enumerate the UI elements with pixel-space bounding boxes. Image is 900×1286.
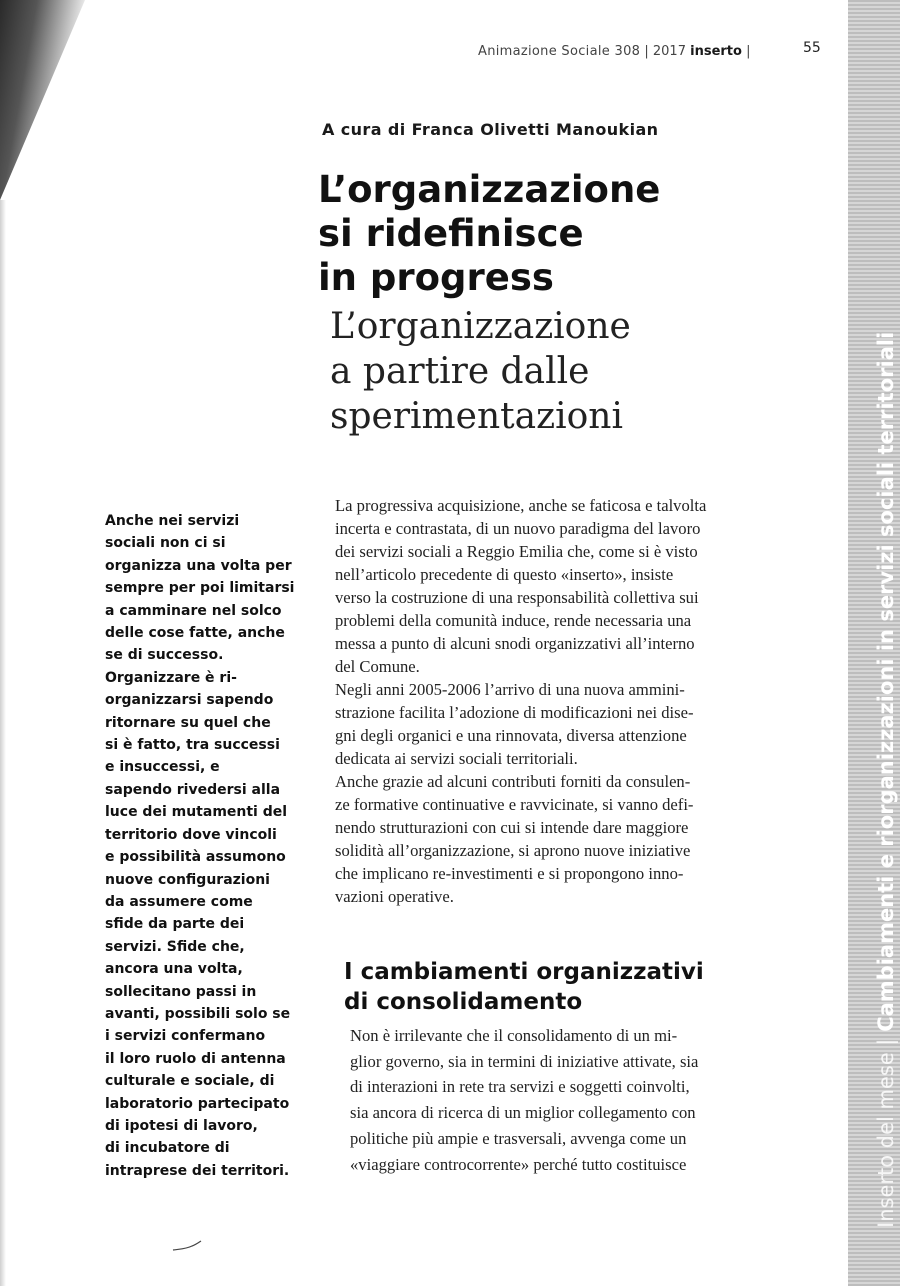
pull-quote-line: ancora una volta,	[105, 961, 243, 978]
pull-quote-line: delle cose fatte, anche	[105, 625, 285, 642]
body-line: politiche più ampie e trasversali, avvenga come un	[350, 1128, 687, 1148]
body-line: nendo strutturazioni con cui si intende dare maggiore	[335, 818, 689, 837]
body-line: di interazioni in rete tra servizi e soggetti coinvolti,	[350, 1077, 690, 1097]
body-line: Negli anni 2005-2006 l’arrivo di una nuova ammini-	[335, 680, 685, 699]
body-line: solidità all’organizzazione, si aprono nuove iniziative	[335, 841, 691, 860]
pull-quote-line: Organizzare è ri-	[105, 669, 237, 686]
pull-quote-line: si è fatto, tra successi	[105, 737, 280, 754]
pull-quote-line: il loro ruolo di antenna	[105, 1050, 286, 1067]
sidebar-pull-quote	[105, 510, 320, 1182]
insert-label: inserto	[690, 44, 742, 59]
pull-quote-line: culturale e sociale, di	[105, 1073, 275, 1090]
pull-quote-line: nuove configurazioni	[105, 871, 270, 888]
section-heading	[344, 957, 774, 1017]
pull-quote-line: sfide da parte dei	[105, 916, 245, 933]
body-line: «viaggiare controcorrente» perché tutto costituisce	[350, 1154, 687, 1174]
page-curl-shadow	[0, 0, 88, 200]
issue-year: | 2017	[644, 44, 686, 59]
pull-quote-line: di ipotesi di lavoro,	[105, 1117, 258, 1134]
body-line: dedicata ai servizi sociali territoriali.	[335, 749, 578, 768]
body-line: dei servizi sociali a Reggio Emilia che, come si è visto	[335, 542, 698, 561]
pull-quote-line: sempre per poi limitarsi	[105, 580, 295, 597]
side-tab-title: Cambiamenti e riorganizzazioni in servizi sociali territoriali	[874, 331, 898, 1032]
body-line: strazione facilita l’adozione di modificazioni nei dise-	[335, 703, 694, 722]
pen-mark	[172, 1240, 202, 1252]
pull-quote-line: di incubatore di	[105, 1140, 230, 1157]
body-line: vazioni operative.	[335, 887, 454, 906]
byline: A cura di Franca Olivetti Manoukian	[322, 120, 659, 139]
body-line: gni degli organici e una rinnovata, diversa attenzione	[335, 726, 687, 745]
body-line: incerta e contrastata, di un nuovo paradigma del lavoro	[335, 519, 701, 538]
pull-quote-line: luce dei mutamenti del	[105, 804, 288, 821]
body-text	[335, 494, 765, 908]
article-subtitle	[330, 304, 770, 439]
body-line: messa a punto di alcuni snodi organizzativi all’interno	[335, 634, 695, 653]
body-line: nell’articolo precedente di questo «inserto», insiste	[335, 565, 674, 584]
header-separator: |	[746, 44, 751, 59]
pull-quote-line: sociali non ci si	[105, 535, 226, 552]
section-body-text	[350, 1023, 780, 1177]
title-line: si ridefinisce	[318, 212, 584, 255]
pull-quote-line: avanti, possibili solo se	[105, 1005, 291, 1022]
side-tab-strip	[848, 0, 900, 1286]
page-number: 55	[803, 40, 821, 56]
pull-quote-line: e insuccessi, e	[105, 759, 220, 776]
pull-quote-line: servizi. Sfide che,	[105, 938, 245, 955]
pull-quote-line: sollecitano passi in	[105, 983, 257, 1000]
pull-quote-line: da assumere come	[105, 893, 253, 910]
pull-quote-line: Anche nei servizi	[105, 513, 240, 529]
body-line: sia ancora di ricerca di un miglior collegamento con	[350, 1103, 696, 1123]
page-left-edge	[0, 200, 6, 1286]
body-line: Anche grazie ad alcuni contributi forniti da consulen-	[335, 772, 691, 791]
article-title	[318, 168, 758, 300]
body-line: La progressiva acquisizione, anche se faticosa e talvolta	[335, 496, 707, 515]
body-line: glior governo, sia in termini di iniziative attivate, sia	[350, 1051, 699, 1071]
body-line: verso la costruzione di una responsabilità collettiva sui	[335, 588, 699, 607]
pull-quote-line: laboratorio partecipato	[105, 1095, 290, 1112]
body-line: del Comune.	[335, 657, 420, 676]
section-heading-line: I cambiamenti organizzativi	[344, 959, 704, 985]
pull-quote-line: organizzarsi sapendo	[105, 692, 274, 709]
pull-quote-line: ritornare su quel che	[105, 714, 271, 731]
title-line: L’organizzazione	[318, 168, 661, 211]
body-line: ze formative continuative e ravvicinate, si vanno defi-	[335, 795, 694, 814]
body-line: problemi della comunità induce, rende necessaria una	[335, 611, 692, 630]
side-tab-prefix: Inserto del mese |	[874, 1038, 898, 1228]
pull-quote-line: sapendo rivedersi alla	[105, 781, 281, 798]
pull-quote-line: e possibilità assumono	[105, 849, 286, 866]
pull-quote-line: i servizi confermano	[105, 1028, 266, 1045]
body-line: che implicano re-investimenti e si propongono inno-	[335, 864, 684, 883]
pull-quote-line: organizza una volta per	[105, 557, 292, 574]
subtitle-line: sperimentazioni	[330, 396, 623, 437]
running-head	[478, 44, 778, 59]
subtitle-line: L’organizzazione	[330, 306, 631, 347]
pull-quote-line: a camminare nel solco	[105, 602, 282, 619]
pull-quote-line: territorio dove vincoli	[105, 826, 277, 843]
subtitle-line: a partire dalle	[330, 351, 590, 392]
pull-quote-line: intraprese dei territori.	[105, 1162, 290, 1179]
section-heading-line: di consolidamento	[344, 989, 583, 1015]
side-tab-text	[874, 332, 898, 1228]
title-line: in progress	[318, 256, 554, 299]
body-line: Non è irrilevante che il consolidamento di un mi-	[350, 1026, 678, 1045]
pull-quote-line: se di successo.	[105, 647, 224, 664]
magazine-name: Animazione Sociale 308	[478, 44, 641, 59]
